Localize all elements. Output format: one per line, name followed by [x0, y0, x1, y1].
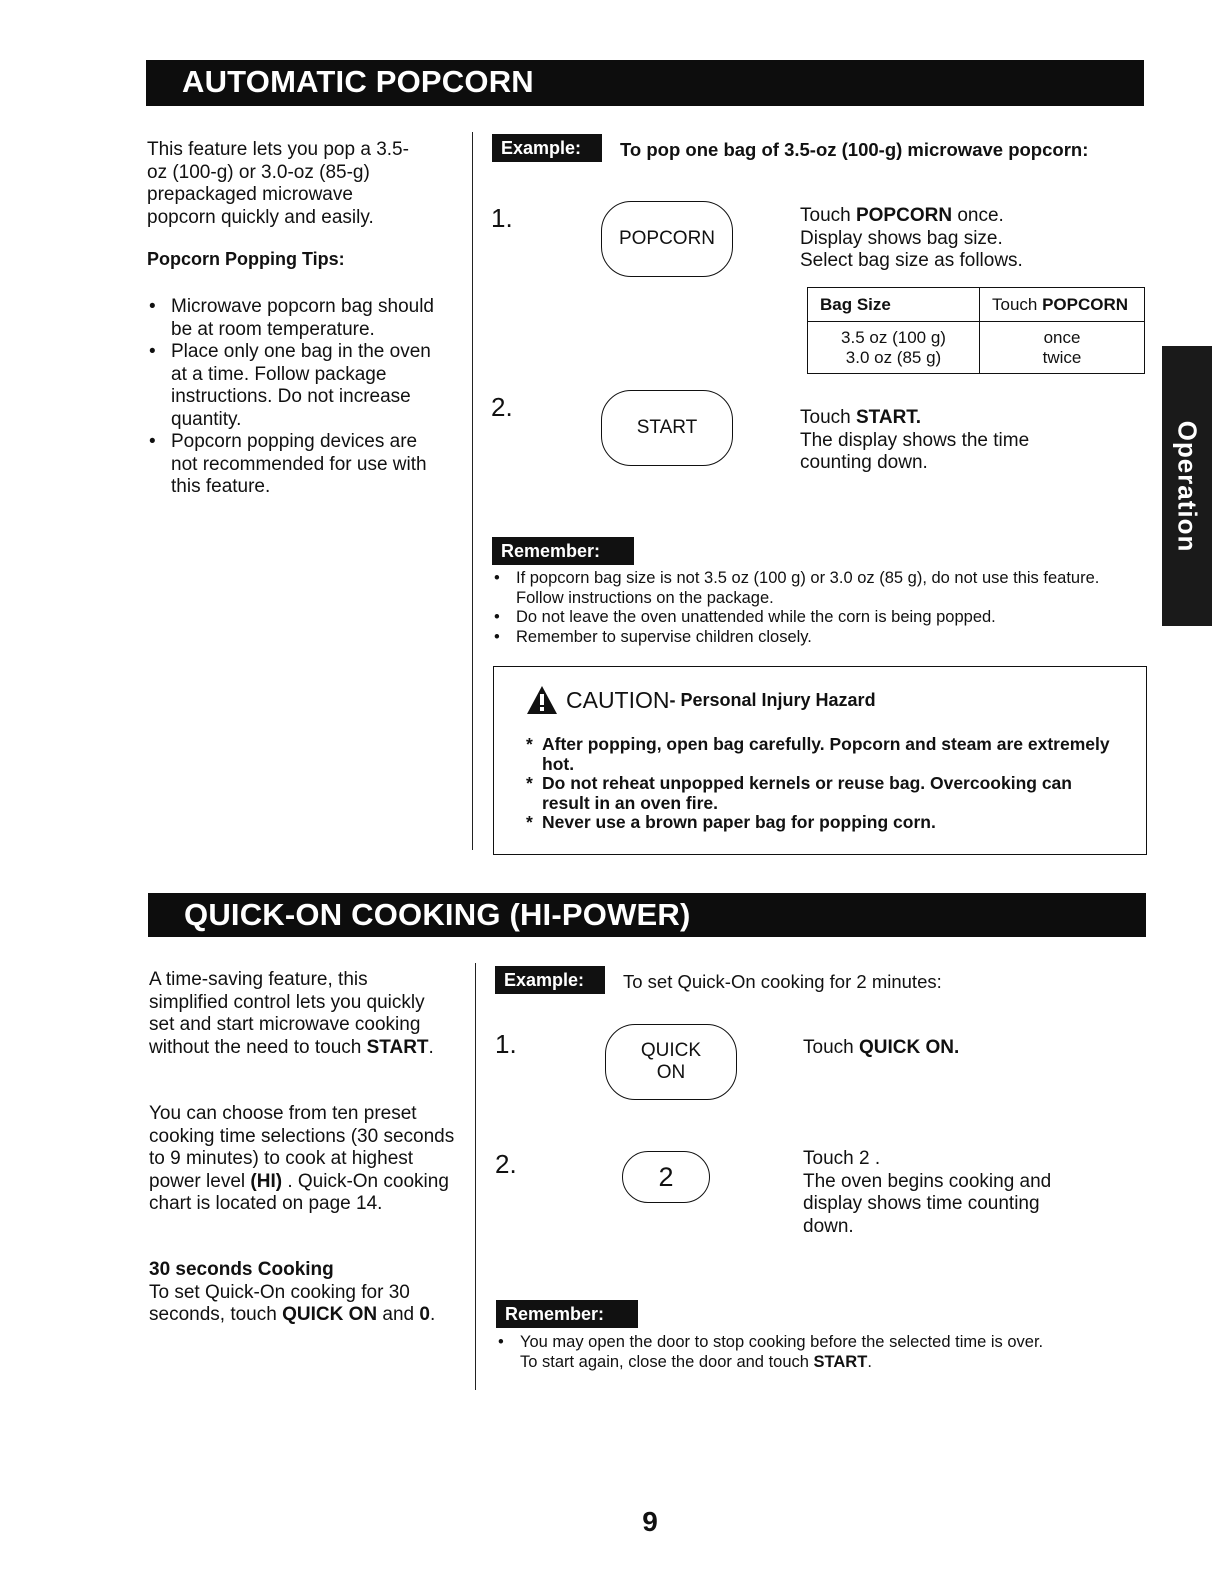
- remember-tag: Remember:: [492, 537, 634, 565]
- list-item: • You may open the door to stop cooking before the selected time is over. To start again, close the door and touch START.: [496, 1333, 1156, 1372]
- number-2-key[interactable]: [622, 1151, 710, 1203]
- caution-title: CAUTION: [566, 686, 670, 713]
- popcorn-key[interactable]: [601, 201, 733, 277]
- caution-box: [493, 666, 1147, 855]
- popcorn-section-title: AUTOMATIC POPCORN: [146, 60, 1144, 106]
- quickon-para2: You can choose from ten preset cooking time selections (30 seconds to 9 minutes) to cook at highest power level (HI) . Quick-On cooking chart is located on page 14.: [149, 1103, 455, 1214]
- operation-side-tab: [1162, 346, 1212, 626]
- table-cell-sizes: 3.5 oz (100 g) 3.0 oz (85 g): [808, 322, 980, 374]
- list-item: • Place only one bag in the oven at a time. Follow package instructions. Do not increase quantity.: [147, 341, 447, 431]
- table-cell-touches: once twice: [980, 322, 1145, 374]
- quickon-remember-list: [496, 1333, 1156, 1372]
- popcorn-step2-text: Touch START. The display shows the time counting down.: [800, 407, 1030, 473]
- list-item: • If popcorn bag size is not 3.5 oz (100 g) or 3.0 oz (85 g), do not use this feature. Follow instructions on the package.: [492, 569, 1142, 608]
- example-tag: Example:: [495, 966, 605, 994]
- step-number: 1.: [495, 1029, 517, 1059]
- list-item: • Popcorn popping devices are not recommended for use with this feature.: [147, 431, 447, 499]
- popcorn-tips-heading: Popcorn Popping Tips:: [147, 249, 345, 269]
- table-header-bag-size: Bag Size: [808, 288, 980, 322]
- step-number: 2.: [495, 1149, 517, 1179]
- example-text: To pop one bag of 3.5-oz (100-g) microwave popcorn:: [620, 139, 1089, 160]
- quickon-step1-text: Touch QUICK ON.: [803, 1037, 960, 1058]
- column-divider: [475, 963, 476, 1390]
- start-key[interactable]: [601, 390, 733, 466]
- list-item: • Do not leave the oven unattended while the corn is being popped.: [492, 608, 1142, 628]
- quickon-intro: A time-saving feature, this simplified control lets you quickly set and start microwave cooking without the need to touch START.: [149, 969, 434, 1058]
- popcorn-remember-list: [492, 569, 1142, 647]
- quick-on-key[interactable]: [605, 1024, 737, 1100]
- step-number: 2.: [491, 392, 513, 422]
- caution-list: [526, 735, 1116, 833]
- start-key-label: START: [636, 417, 698, 438]
- quickon-thirty: 30 seconds Cooking To set Quick-On cooking for 30 seconds, touch QUICK ON and 0.: [149, 1259, 436, 1325]
- popcorn-intro: This feature lets you pop a 3.5-oz (100-g) or 3.0-oz (85-g) prepackaged microwave popcorn quickly and easily.: [147, 139, 409, 228]
- page-number: 9: [642, 1506, 658, 1537]
- bag-size-table: [807, 287, 1145, 374]
- caution-header: [526, 685, 876, 715]
- caution-subtitle: - Personal Injury Hazard: [669, 689, 876, 710]
- quick-on-key-label-2: ON: [656, 1062, 686, 1083]
- quick-on-key-label-1: QUICK: [640, 1040, 702, 1061]
- example-text: To set Quick-On cooking for 2 minutes:: [623, 971, 942, 992]
- quickon-step2-text: Touch 2 . The oven begins cooking and display shows time counting down.: [803, 1148, 1052, 1237]
- popcorn-step1-text: Touch POPCORN once. Display shows bag size. Select bag size as follows.: [800, 205, 1023, 271]
- table-header-touch: Touch POPCORN: [980, 288, 1145, 322]
- list-item: • Remember to supervise children closely.: [492, 628, 1142, 648]
- list-item: • Microwave popcorn bag should be at room temperature.: [147, 296, 447, 341]
- side-tab-label: Operation: [1172, 420, 1203, 552]
- number-2-key-label: 2: [658, 1162, 674, 1192]
- example-tag: Example:: [492, 134, 602, 162]
- list-item: * After popping, open bag carefully. Popcorn and steam are extremely hot.: [526, 735, 1116, 774]
- popcorn-tips-list: [147, 296, 447, 499]
- step-number: 1.: [491, 203, 513, 233]
- list-item: * Never use a brown paper bag for popping corn.: [526, 813, 1116, 833]
- popcorn-key-label: POPCORN: [618, 228, 716, 249]
- quickon-section-title: QUICK-ON COOKING (HI-POWER): [148, 893, 1146, 937]
- remember-tag: Remember:: [496, 1300, 638, 1328]
- warning-icon: [526, 685, 558, 715]
- list-item: * Do not reheat unpopped kernels or reuse bag. Overcooking can result in an oven fire.: [526, 774, 1116, 813]
- column-divider: [472, 132, 473, 850]
